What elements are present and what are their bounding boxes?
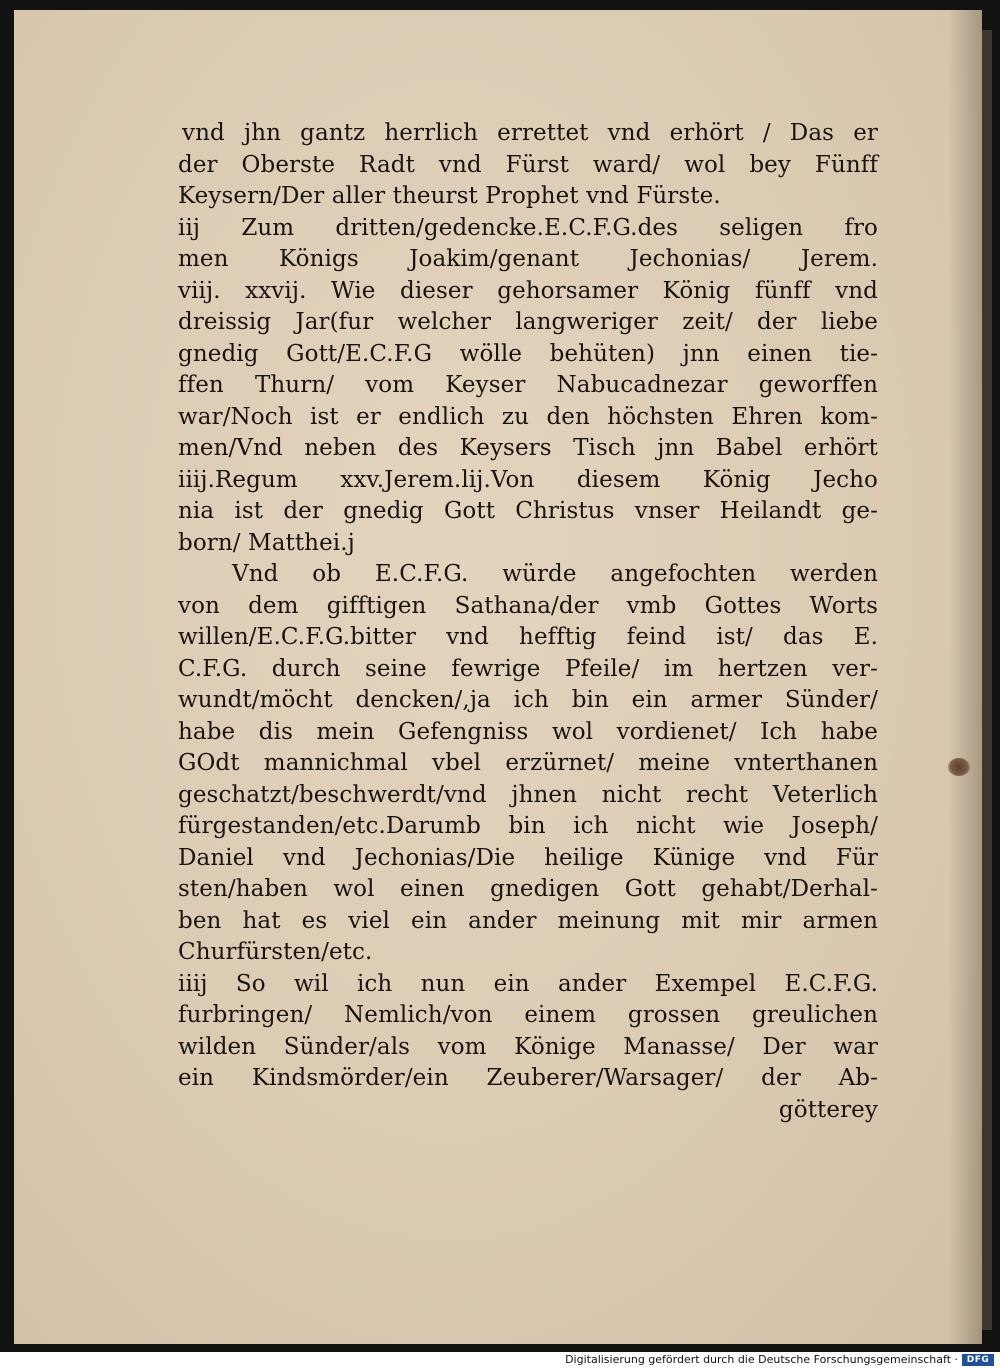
- page-shadow: [948, 10, 982, 1344]
- text-line: Vnd ob E.C.F.G. würde angefochten werden: [232, 561, 878, 587]
- text-line: wilden Sünder/als vom Könige Manasse/ Der war: [178, 1033, 878, 1060]
- text-line: nia ist der gnedig Gott Christus vnser Heilandt ge-: [178, 498, 878, 524]
- text-line: ein Kindsmörder/ein Zeuberer/Warsager/ der Ab-: [178, 1065, 878, 1091]
- text-line: vnd jhn gantz herrlich errettet vnd erhört / Das er: [182, 120, 878, 146]
- text-line: fürgestanden/etc.Darumb bin ich nicht wie Joseph/: [178, 813, 878, 839]
- page-text: [178, 118, 878, 1126]
- text-line: der Oberste Radt vnd Fürst ward/ wol bey Fünff: [178, 151, 878, 178]
- catchword: götterey: [778, 1096, 878, 1123]
- text-line: iiij So wil ich nun ein ander Exempel E.C.F.G.: [178, 970, 878, 997]
- text-line: willen/E.C.F.G.bitter vnd hefftig feind ist/ das E.: [178, 624, 878, 650]
- text-line: viij. xxvij. Wie dieser gehorsamer König fünff vnd: [178, 277, 878, 304]
- text-line: born/ Matthei.j: [178, 529, 355, 556]
- text-line: men/Vnd neben des Keysers Tisch jnn Babel erhört: [178, 435, 878, 461]
- text-line: Churfürsten/etc.: [178, 939, 373, 965]
- text-line: war/Noch ist er endlich zu den höchsten Ehren kom-: [178, 403, 878, 430]
- text-line: ffen Thurn/ vom Keyser Nabucadnezar geworffen: [178, 372, 878, 398]
- text-line: Keysern/Der aller theurst Prophet vnd Fürste.: [178, 183, 721, 209]
- text-line: habe dis mein Gefengniss wol vordienet/ Ich habe: [178, 718, 878, 745]
- text-line: men Königs Joakim/genant Jechonias/ Jerem.: [178, 246, 878, 272]
- dfg-logo: DFG: [962, 1354, 994, 1366]
- ink-stain: [948, 758, 970, 776]
- text-line: gnedig Gott/E.C.F.G wölle behüten) jnn einen tie-: [178, 340, 878, 367]
- funding-credit: Digitalisierung gefördert durch die Deutsche Forschungsgemeinschaft ·: [565, 1353, 958, 1366]
- text-line: ben hat es viel ein ander meinung mit mir armen: [178, 907, 878, 934]
- text-line: furbringen/ Nemlich/von einem grossen greulichen: [178, 1002, 878, 1028]
- text-line: Daniel vnd Jechonias/Die heilige Künige vnd Für: [178, 844, 878, 871]
- text-line: iij Zum dritten/gedencke.E.C.F.G.des seligen fro: [178, 214, 878, 241]
- text-line: dreissig Jar(fur welcher langweriger zeit/ der liebe: [178, 309, 878, 335]
- text-line: geschatzt/beschwerdt/vnd jhnen nicht recht Veterlich: [178, 781, 878, 808]
- text-line: wundt/möcht dencken/,ja ich bin ein armer Sünder/: [178, 687, 878, 713]
- text-line: iiij.Regum xxv.Jerem.lij.Von diesem König Jecho: [178, 466, 878, 493]
- text-line: von dem gifftigen Sathana/der vmb Gottes Worts: [178, 592, 878, 619]
- book-edge: [982, 30, 992, 1330]
- text-line: sten/haben wol einen gnedigen Gott gehabt/Derhal-: [178, 876, 878, 902]
- text-line: C.F.G. durch seine fewrige Pfeile/ im hertzen ver-: [178, 655, 878, 682]
- text-line: GOdt mannichmal vbel erzürnet/ meine vnterthanen: [178, 750, 878, 776]
